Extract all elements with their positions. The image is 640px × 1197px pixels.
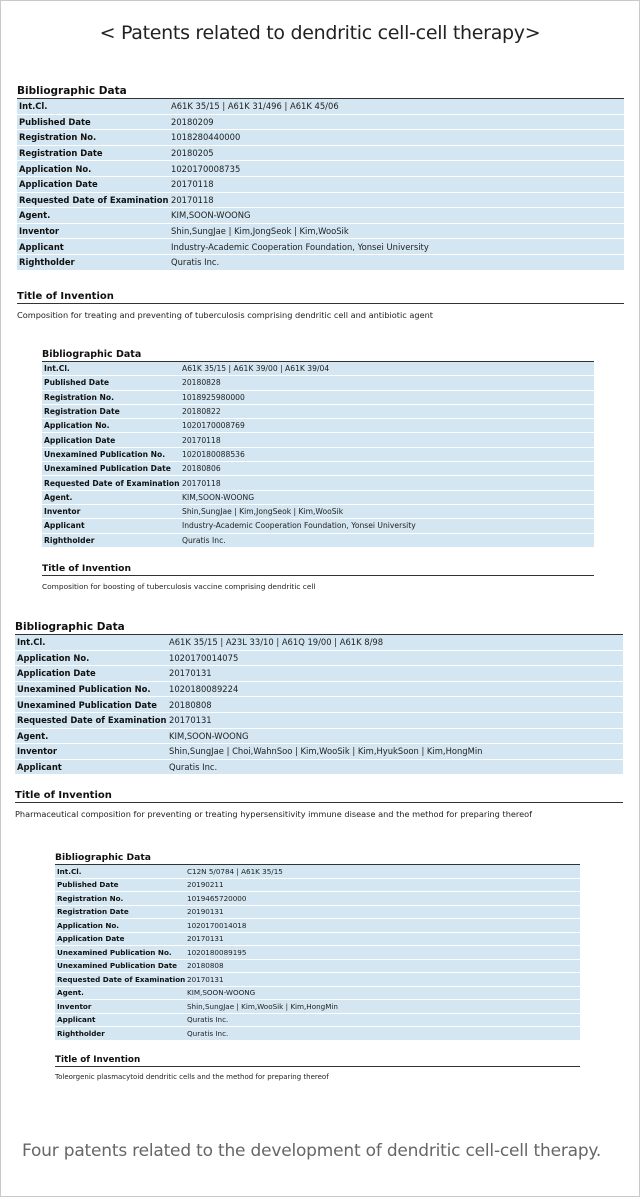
table-row	[55, 973, 580, 987]
table-row	[55, 906, 580, 920]
field-label: Int.Cl.	[17, 637, 46, 648]
invention-title-text: Toleorgenic plasmacytoid dendritic cells and the method for preparing thereof	[55, 1072, 329, 1081]
field-value: 1018280440000	[171, 132, 241, 143]
field-label: Registration No.	[57, 893, 124, 903]
page-title: < Patents related to dendritic cell-cell therapy>	[99, 22, 541, 44]
field-value: Shin,SungJae | Kim,JongSeok | Kim,WooSik	[182, 507, 344, 517]
field-value: 1020180088536	[182, 449, 245, 459]
field-label: Registration Date	[57, 907, 129, 917]
field-label: Unexamined Publication Date	[57, 961, 178, 971]
field-label: Rightholder	[44, 535, 95, 545]
table-row	[15, 744, 623, 760]
field-value: KIM,SOON-WOONG	[187, 988, 256, 998]
table-row	[42, 405, 594, 419]
field-label: Agent.	[44, 492, 73, 502]
field-value: 1020180089195	[187, 947, 247, 957]
table-row	[42, 505, 594, 519]
invention-title-text: Pharmaceutical composition for preventing or treating hypersensitivity immune disease and the method for preparing thereof	[15, 809, 533, 820]
table-row	[42, 362, 594, 376]
field-label: Registration Date	[19, 148, 103, 159]
field-value: Shin,SungJae | Kim,WooSik | Kim,HongMin	[187, 1001, 338, 1011]
field-value: Industry-Academic Cooperation Foundation, Yonsei University	[182, 521, 416, 531]
field-label: Requested Date of Examination	[19, 194, 169, 205]
field-label: Requested Date of Examination	[57, 974, 186, 984]
field-value: KIM,SOON-WOONG	[169, 730, 249, 741]
table-row	[55, 1027, 580, 1041]
title-of-invention-heading: Title of Invention	[17, 290, 624, 304]
field-value: A61K 35/15 | A61K 31/496 | A61K 45/06	[171, 101, 339, 112]
footer-caption: Four patents related to the development of dendritic cell-cell therapy.	[22, 1141, 602, 1161]
field-label: Application No.	[17, 652, 90, 663]
patent-block	[55, 852, 580, 1081]
table-row	[17, 161, 624, 177]
table-row	[55, 946, 580, 960]
field-label: Unexamined Publication Date	[44, 464, 171, 474]
field-value: Quratis Inc.	[187, 1028, 229, 1038]
field-value: KIM,SOON-WOONG	[182, 492, 255, 502]
field-label: Agent.	[17, 730, 49, 741]
field-value: 20180828	[182, 378, 221, 388]
table-row	[17, 239, 624, 255]
field-label: Agent.	[19, 210, 51, 221]
invention-title-text: Composition for treating and preventing of tuberculosis comprising dendritic cell and antibiotic agent	[17, 309, 434, 320]
table-row	[17, 224, 624, 240]
field-value: A61K 35/15 | A23L 33/10 | A61Q 19/00 | A61K 8/98	[169, 637, 384, 648]
bibliographic-data-heading: Bibliographic Data	[15, 621, 623, 635]
table-row	[15, 697, 623, 713]
table-row	[55, 865, 580, 879]
field-label: Application Date	[17, 668, 96, 679]
field-value: 20180205	[171, 148, 214, 159]
title-of-invention-heading: Title of Invention	[55, 1055, 580, 1067]
field-label: Application No.	[57, 920, 120, 930]
field-value: C12N 5/0784 | A61K 35/15	[187, 866, 283, 876]
field-value: 20180808	[169, 699, 212, 710]
field-label: Application Date	[44, 435, 116, 445]
table-row	[17, 208, 624, 224]
bibliographic-table	[15, 635, 623, 775]
patent-block	[42, 349, 594, 591]
field-label: Int.Cl.	[57, 866, 82, 876]
field-label: Requested Date of Examination	[17, 715, 167, 726]
table-row	[55, 892, 580, 906]
field-value: 1020170008735	[171, 163, 241, 174]
table-row	[55, 960, 580, 974]
field-value: 20170118	[182, 435, 221, 445]
table-row	[17, 255, 624, 271]
table-row	[42, 419, 594, 433]
table-row	[17, 177, 624, 193]
field-value: 20170131	[169, 715, 212, 726]
patent-block	[15, 621, 623, 819]
bibliographic-table	[42, 362, 594, 548]
field-label: Application Date	[57, 934, 125, 944]
field-label: Registration No.	[19, 132, 97, 143]
bibliographic-table	[17, 99, 624, 271]
table-row	[55, 933, 580, 947]
field-label: Application Date	[19, 179, 98, 190]
field-label: Applicant	[17, 762, 62, 773]
field-label: Requested Date of Examination	[44, 478, 180, 488]
table-row	[15, 635, 623, 651]
field-label: Published Date	[44, 378, 109, 388]
field-value: 1018925980000	[182, 392, 245, 402]
field-label: Applicant	[19, 241, 64, 252]
field-value: Quratis Inc.	[187, 1015, 229, 1025]
table-row	[17, 99, 624, 115]
field-value: 1020170014075	[169, 652, 239, 663]
field-value: 20170131	[187, 974, 224, 984]
title-of-invention-heading: Title of Invention	[42, 563, 594, 576]
field-label: Inventor	[17, 746, 58, 757]
table-row	[42, 519, 594, 533]
bibliographic-data-heading: Bibliographic Data	[42, 349, 594, 362]
table-row	[55, 879, 580, 893]
table-row	[42, 462, 594, 476]
field-label: Registration Date	[44, 407, 120, 417]
table-row	[15, 713, 623, 729]
table-row	[17, 193, 624, 209]
field-value: A61K 35/15 | A61K 39/00 | A61K 39/04	[182, 364, 330, 374]
field-label: Applicant	[44, 521, 85, 531]
field-value: 20170118	[171, 194, 214, 205]
field-label: Published Date	[19, 116, 91, 127]
patent-block	[17, 85, 624, 320]
table-row	[55, 919, 580, 933]
table-row	[55, 987, 580, 1001]
table-row	[42, 433, 594, 447]
field-value: 20180209	[171, 116, 214, 127]
field-label: Agent.	[57, 988, 84, 998]
table-row	[15, 666, 623, 682]
table-row	[42, 391, 594, 405]
field-value: 1020170008769	[182, 421, 245, 431]
field-value: 1020170014018	[187, 920, 247, 930]
field-value: 20180808	[187, 961, 224, 971]
field-value: 20170118	[182, 478, 221, 488]
field-label: Inventor	[44, 507, 81, 517]
table-row	[15, 682, 623, 698]
field-label: Unexamined Publication No.	[17, 684, 151, 695]
field-label: Inventor	[19, 226, 60, 237]
field-value: 20190211	[187, 880, 224, 890]
field-value: 20170131	[187, 934, 224, 944]
field-label: Rightholder	[19, 257, 75, 268]
table-row	[15, 760, 623, 776]
field-value: KIM,SOON-WOONG	[171, 210, 251, 221]
table-row	[15, 729, 623, 745]
field-label: Registration No.	[44, 392, 115, 402]
table-row	[17, 130, 624, 146]
field-value: Industry-Academic Cooperation Foundation, Yonsei University	[171, 241, 429, 252]
field-value: 20170131	[169, 668, 212, 679]
table-row	[42, 476, 594, 490]
field-label: Int.Cl.	[44, 364, 70, 374]
field-label: Int.Cl.	[19, 101, 48, 112]
field-value: Quratis Inc.	[169, 762, 218, 773]
table-row	[15, 651, 623, 667]
table-row	[42, 376, 594, 390]
field-label: Application No.	[19, 163, 92, 174]
field-value: Shin,SungJae | Kim,JongSeok | Kim,WooSik	[171, 226, 349, 237]
field-label: Inventor	[57, 1001, 92, 1011]
bibliographic-data-heading: Bibliographic Data	[17, 85, 624, 99]
field-value: 20180822	[182, 407, 221, 417]
field-label: Applicant	[57, 1015, 96, 1025]
field-value: Quratis Inc.	[182, 535, 226, 545]
title-of-invention-heading: Title of Invention	[15, 789, 623, 803]
field-label: Unexamined Publication Date	[17, 699, 157, 710]
field-label: Application No.	[44, 421, 110, 431]
field-value: 1019465720000	[187, 893, 247, 903]
table-row	[42, 491, 594, 505]
field-value: Quratis Inc.	[171, 257, 220, 268]
table-row	[17, 115, 624, 131]
table-row	[42, 534, 594, 548]
field-value: 20170118	[171, 179, 214, 190]
table-row	[55, 1014, 580, 1028]
table-row	[42, 448, 594, 462]
field-label: Rightholder	[57, 1028, 105, 1038]
field-value: 20180806	[182, 464, 221, 474]
invention-title-text: Composition for boosting of tuberculosis vaccine comprising dendritic cell	[42, 581, 316, 591]
table-row	[17, 146, 624, 162]
bibliographic-table	[55, 865, 580, 1041]
field-label: Unexamined Publication No.	[44, 449, 166, 459]
field-value: Shin,SungJae | Choi,WahnSoo | Kim,WooSik | Kim,HyukSoon | Kim,HongMin	[169, 746, 483, 757]
field-label: Unexamined Publication No.	[57, 947, 172, 957]
field-value: 1020180089224	[169, 684, 239, 695]
table-row	[55, 1000, 580, 1014]
field-label: Published Date	[57, 880, 119, 890]
bibliographic-data-heading: Bibliographic Data	[55, 852, 580, 865]
field-value: 20190131	[187, 907, 224, 917]
